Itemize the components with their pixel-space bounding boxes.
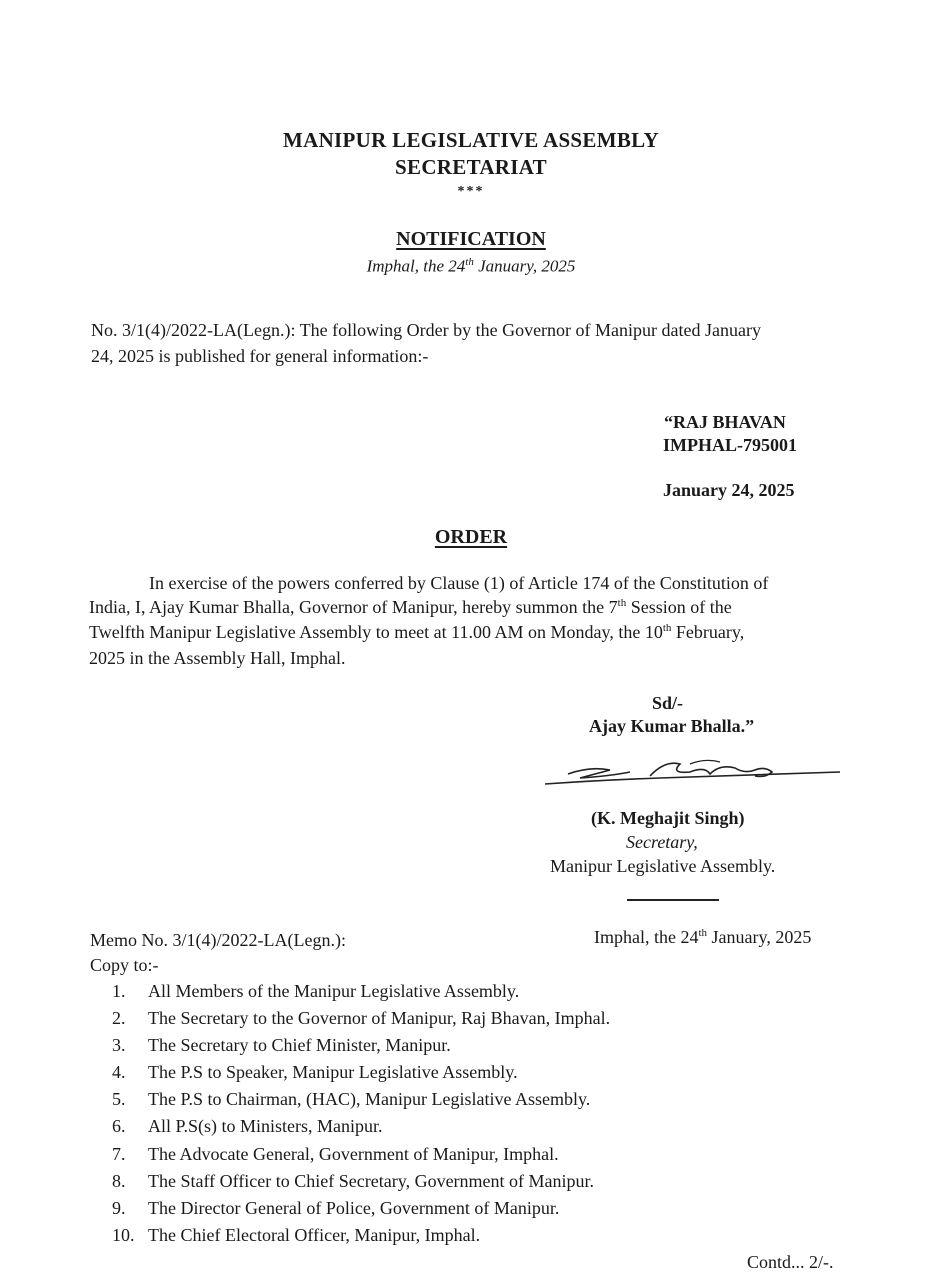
list-text: The Secretary to Chief Minister, Manipur. xyxy=(148,1035,451,1056)
order-para-line-2 xyxy=(89,597,732,618)
order-para-line-1: In exercise of the powers conferred by Clause (1) of Article 174 of the Constitution of xyxy=(149,573,769,593)
list-text: The Chief Electoral Officer, Manipur, Imphal. xyxy=(148,1224,481,1245)
list-number: 9. xyxy=(112,1197,126,1218)
governor-sd: Sd/- xyxy=(652,693,684,713)
order-para-line-3 xyxy=(89,622,744,643)
list-number: 7. xyxy=(112,1143,126,1164)
header-title: MANIPUR LEGISLATIVE ASSEMBLY xyxy=(283,128,659,152)
recipient-list xyxy=(112,978,610,1249)
date-text-suffix: January, 2025 xyxy=(473,256,576,276)
order-para-line-4: 2025 in the Assembly Hall, Imphal. xyxy=(89,648,346,668)
secretary-designation: Secretary, xyxy=(626,832,698,852)
list-number: 6. xyxy=(112,1116,126,1137)
list-item xyxy=(112,1005,610,1032)
secretary-office: Manipur Legislative Assembly. xyxy=(550,856,776,876)
list-number: 2. xyxy=(112,1008,126,1029)
governor-name: Ajay Kumar Bhalla.” xyxy=(589,716,755,736)
header-stars: *** xyxy=(457,184,485,199)
list-item xyxy=(112,978,610,1005)
order-title: ORDER xyxy=(434,526,508,548)
order-sup: th xyxy=(617,597,627,609)
list-item xyxy=(112,1141,610,1168)
list-item xyxy=(112,1195,610,1222)
notification-title: NOTIFICATION xyxy=(396,228,546,250)
list-text: The Advocate General, Government of Manipur, Imphal. xyxy=(148,1143,559,1164)
list-text: The Staff Officer to Chief Secretary, Government of Manipur. xyxy=(148,1170,595,1191)
date-sup: th xyxy=(465,256,474,268)
memo-date xyxy=(594,927,811,948)
list-number: 8. xyxy=(112,1170,126,1191)
list-text: The Secretary to the Governor of Manipur, Raj Bhavan, Imphal. xyxy=(148,1008,611,1029)
continued-note: Contd... 2/-. xyxy=(747,1252,834,1272)
list-text: All Members of the Manipur Legislative Assembly. xyxy=(148,981,520,1001)
list-item xyxy=(112,1059,610,1086)
raj-bhavan-date: January 24, 2025 xyxy=(663,480,795,500)
signature-image xyxy=(540,752,850,792)
list-item xyxy=(112,1222,610,1249)
list-text: All P.S(s) to Ministers, Manipur. xyxy=(148,1116,383,1137)
list-text: The P.S to Chairman, (HAC), Manipur Legislative Assembly. xyxy=(148,1089,591,1110)
raj-bhavan-line-1: “RAJ BHAVAN xyxy=(664,412,786,432)
intro-line-2: 24, 2025 is published for general information:- xyxy=(91,346,429,366)
order-text: India, I, Ajay Kumar Bhalla, Governor of Manipur, hereby summon the 7 xyxy=(89,597,618,617)
order-text: Twelfth Manipur Legislative Assembly to meet at 11.00 AM on Monday, the 10 xyxy=(89,622,663,642)
list-item xyxy=(112,1168,610,1195)
order-text: Session of the xyxy=(626,597,732,617)
order-text: February, xyxy=(671,622,745,642)
list-text: The Director General of Police, Government of Manipur. xyxy=(148,1197,560,1218)
raj-bhavan-line-2: IMPHAL-795001 xyxy=(663,435,797,455)
memo-number: Memo No. 3/1(4)/2022-LA(Legn.): xyxy=(90,930,346,950)
memo-date-sup: th xyxy=(698,927,708,939)
list-number: 3. xyxy=(112,1035,126,1056)
divider xyxy=(627,899,719,901)
intro-line-1: No. 3/1(4)/2022-LA(Legn.): The following Order by the Governor of Manipur dated January xyxy=(91,320,761,340)
list-number: 4. xyxy=(112,1062,126,1083)
memo-date-text-suffix: January, 2025 xyxy=(707,927,812,947)
list-item xyxy=(112,1113,610,1140)
order-sup: th xyxy=(662,622,672,634)
copy-to-label: Copy to:- xyxy=(90,955,159,975)
date-text: Imphal, the 24 xyxy=(366,256,466,276)
list-number: 1. xyxy=(112,981,126,1001)
header-subtitle: SECRETARIAT xyxy=(395,155,547,179)
secretary-name: (K. Meghajit Singh) xyxy=(591,808,745,828)
list-item xyxy=(112,1086,610,1113)
list-number: 10. xyxy=(112,1224,135,1245)
list-text: The P.S to Speaker, Manipur Legislative Assembly. xyxy=(148,1062,518,1083)
list-item xyxy=(112,1032,610,1059)
list-number: 5. xyxy=(112,1089,126,1110)
memo-date-text: Imphal, the 24 xyxy=(594,927,699,947)
notification-place-date xyxy=(0,256,942,277)
